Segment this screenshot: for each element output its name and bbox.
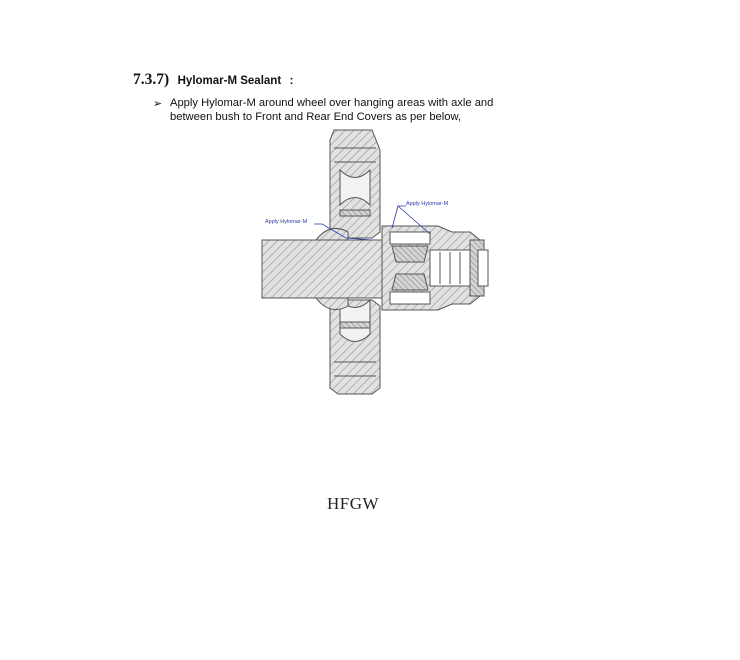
bearing-housing [382, 226, 488, 310]
footer-text: HFGW [327, 494, 380, 513]
section-number: 7.3.7) [133, 71, 170, 88]
instruction-text: Apply Hylomar-M around wheel over hanging areas with axle and between bush to Front and Rear End Covers as per below, [170, 97, 494, 123]
bullet-arrow-icon: ➢ [153, 98, 163, 110]
callout-label-right: Apply Hylomar-M [406, 201, 449, 207]
section-title: Hylomar-M Sealant [177, 75, 282, 87]
callout-label-left: Apply Hylomar-M [265, 219, 308, 225]
section-title-colon: : [289, 75, 294, 87]
